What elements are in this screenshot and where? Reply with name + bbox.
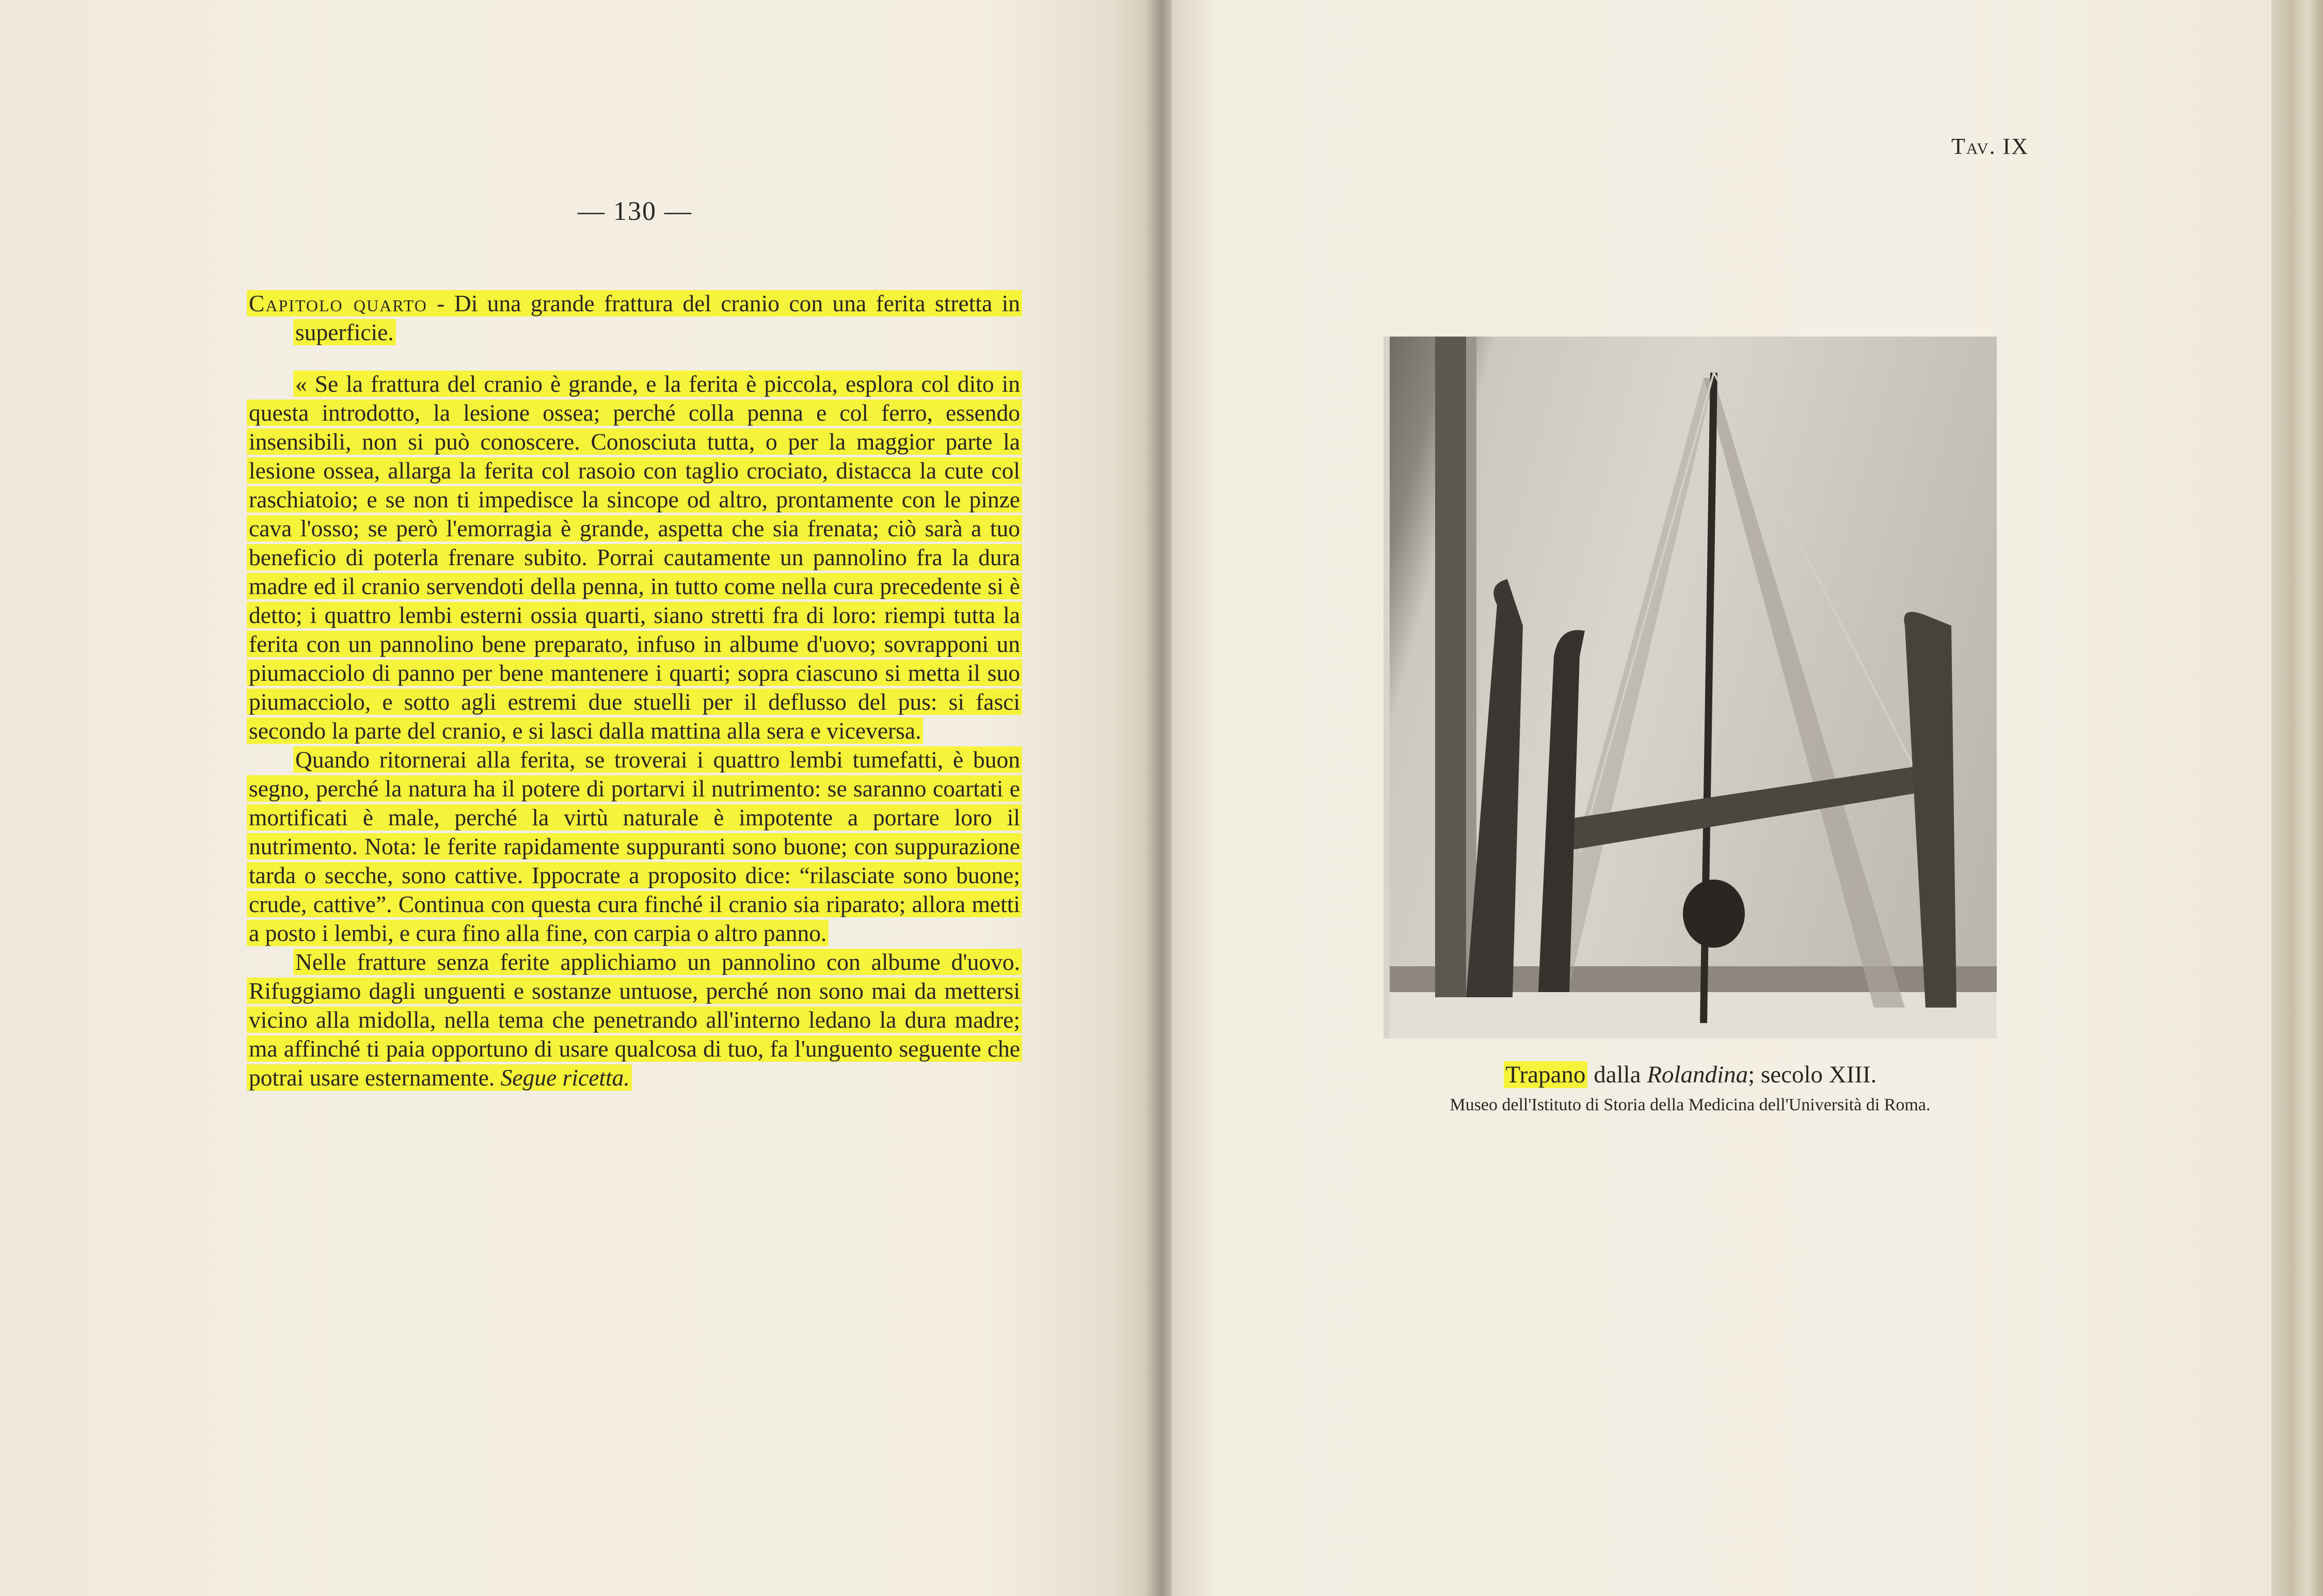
paragraph-2-text: Quando ritornerai alla ferita, se troverai i quattro lembi tumefatti, è buon segno, perché la natura ha il potere di portarvi il nutrimento: se saranno coartati e mortificati è male, perché la virtù naturale è impotente a portare loro il nutrimento. Nota: le ferite rapidamente suppuranti sono buone; con suppurazione tarda o secche, sono cattive. Ippocrate a proposito dice: “rilasciate sono buone; crude, cattive”. Continua con questa cura finché il cranio sia riparato; allora metti a posto i lembi, e cura fino alla fine, con carpia o altro panno. bbox=[247, 746, 1022, 946]
page-edges bbox=[2271, 0, 2323, 1596]
plate-label: Tav. IX bbox=[1951, 134, 2029, 159]
caption-text-1: dalla bbox=[1587, 1061, 1647, 1088]
closing-italic: Segue ricetta. bbox=[500, 1064, 630, 1091]
trepan-photograph bbox=[1383, 337, 1997, 1039]
paragraph-3-text: Nelle fratture senza ferite applichiamo un pannolino con albume d'uovo. Rifuggiamo dagli unguenti e sostanze untuose, perché non sono mai da mettersi vicino alla midolla, nella tema che penetrando all'interno ledano la dura madre; ma affinché ti paia opportuno di usare qualcosa di tuo, fa l'unguento seguente che potrai usare esternamente. bbox=[249, 949, 1020, 1091]
figure-caption bbox=[1383, 1061, 1997, 1089]
caption-text-2: ; secolo XIII. bbox=[1748, 1061, 1877, 1088]
paragraph-1 bbox=[247, 370, 1022, 745]
body-text bbox=[247, 289, 1022, 1092]
caption-highlight: Trapano bbox=[1504, 1061, 1588, 1088]
paragraph-2 bbox=[247, 745, 1022, 948]
page-number: — 130 — bbox=[578, 197, 692, 226]
chapter-heading bbox=[247, 289, 1022, 347]
trepan-illustration bbox=[1383, 337, 1997, 1039]
caption-italic: Rolandina bbox=[1647, 1061, 1748, 1088]
chapter-label: Capitolo quarto bbox=[249, 290, 427, 316]
figure-caption-source: Museo dell'Istituto di Storia della Medicina dell'Università di Roma. bbox=[1450, 1095, 1931, 1114]
chapter-title: - Di una grande frattura del cranio con una ferita stretta in superficie. bbox=[295, 290, 1020, 345]
paragraph-3 bbox=[247, 948, 1022, 1092]
paragraph-1-text: « Se la frattura del cranio è grande, e la ferita è piccola, esplora col dito in questa introdotto, la lesione ossea; perché colla penna e col ferro, essendo insensibili, non si può conoscere. Conosciuta tutta, o per la maggior parte la lesione ossea, allarga la ferita col rasoio con taglio crociato, distacca la cute col raschiatoio; e se non ti impedisce la sincope od altro, prontamente con le pinze cava l'osso; se però l'emorragia è grande, aspetta che sia frenata; ciò sarà a tuo beneficio di poterla frenare subito. Porrai cautamente un pannolino fra la dura madre ed il cranio servendoti della penna, in tutto come nella cura precedente si è detto; i quattro lembi esterni ossia quarti, siano stretti fra di loro: riempi tutta la ferita con un pannolino bene preparato, infuso in albume d'uovo; sovrapponi un piumacciolo di panno per bene mantenere i quarti; sopra ciascuno si metta il suo piumacciolo, e sotto agli estremi due stuelli per il deflusso del pus: si fasci secondo la parte del cranio, e si lasci dalla mattina alla sera e viceversa. bbox=[247, 371, 1022, 744]
